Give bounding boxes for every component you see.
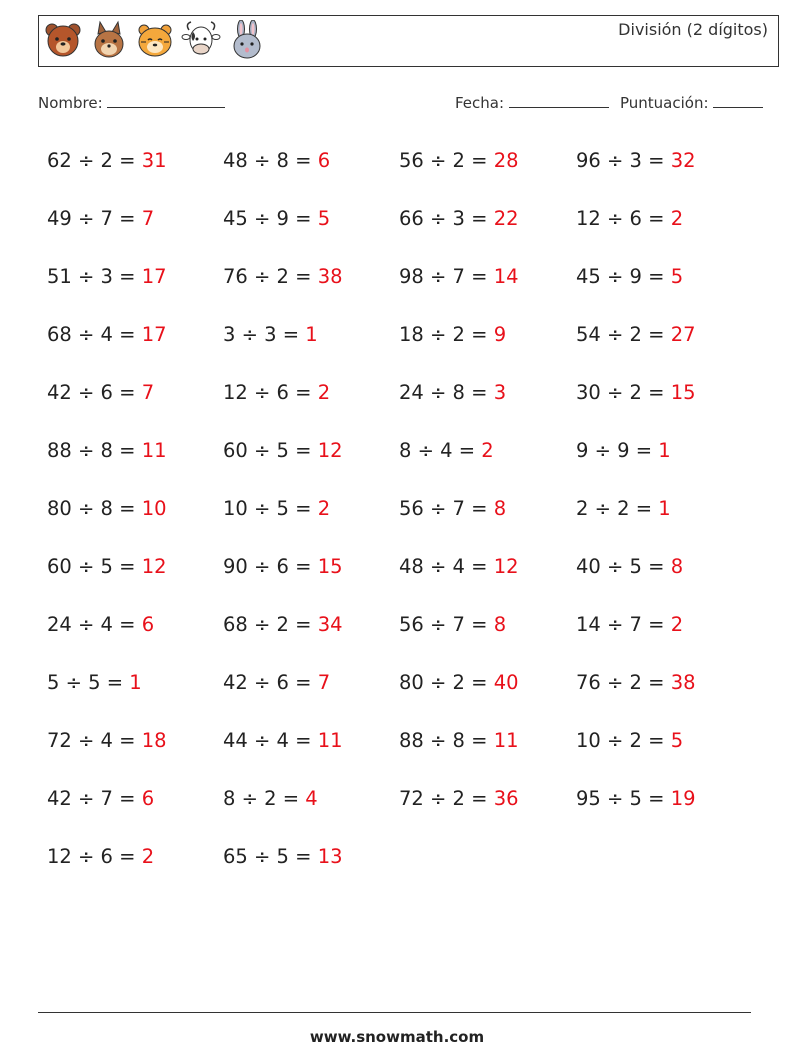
problem-item bbox=[399, 608, 576, 666]
problem-question: 8 ÷ 4 = bbox=[399, 439, 482, 462]
problem-question: 56 ÷ 7 = bbox=[399, 613, 494, 636]
problem-item bbox=[399, 492, 576, 550]
problem-item bbox=[223, 260, 399, 318]
problem-item bbox=[576, 260, 756, 318]
problem-item bbox=[47, 840, 223, 898]
problem-item bbox=[223, 840, 399, 898]
problem-question: 12 ÷ 6 = bbox=[223, 381, 318, 404]
tiger-face-icon bbox=[135, 20, 175, 60]
problem-answer: 6 bbox=[141, 787, 155, 810]
animal-icons bbox=[43, 20, 267, 60]
problem-item bbox=[47, 608, 223, 666]
problem-question: 72 ÷ 2 = bbox=[399, 787, 494, 810]
problem-answer: 1 bbox=[658, 439, 671, 462]
problem-question: 30 ÷ 2 = bbox=[576, 381, 671, 404]
problem-answer: 1 bbox=[305, 323, 318, 346]
problem-answer: 18 bbox=[141, 729, 167, 752]
problem-item bbox=[399, 782, 576, 840]
problem-question: 76 ÷ 2 = bbox=[576, 671, 671, 694]
problem-question: 8 ÷ 2 = bbox=[223, 787, 306, 810]
problem-item bbox=[223, 666, 399, 724]
problem-answer: 11 bbox=[317, 729, 343, 752]
problem-answer: 2 bbox=[670, 613, 684, 636]
problem-item bbox=[576, 434, 756, 492]
problem-question: 24 ÷ 4 = bbox=[47, 613, 142, 636]
problem-question: 98 ÷ 7 = bbox=[399, 265, 494, 288]
problem-answer: 17 bbox=[141, 265, 167, 288]
problem-question: 5 ÷ 5 = bbox=[47, 671, 130, 694]
problem-answer: 8 bbox=[670, 555, 684, 578]
problem-item bbox=[399, 376, 576, 434]
problem-item bbox=[223, 376, 399, 434]
problem-answer: 36 bbox=[493, 787, 519, 810]
problem-answer: 6 bbox=[317, 149, 331, 172]
footer-divider bbox=[38, 1012, 751, 1013]
problem-grid bbox=[47, 144, 757, 898]
cow-face-icon bbox=[181, 20, 221, 60]
problem-question: 44 ÷ 4 = bbox=[223, 729, 318, 752]
footer-url: www.snowmath.com bbox=[309, 1028, 485, 1046]
problem-question: 9 ÷ 9 = bbox=[576, 439, 659, 462]
date-blank[interactable] bbox=[509, 93, 609, 108]
rabbit-face-icon bbox=[227, 20, 267, 60]
problem-answer: 5 bbox=[670, 265, 684, 288]
problem-answer: 11 bbox=[141, 439, 167, 462]
problem-item bbox=[576, 202, 756, 260]
problem-answer: 4 bbox=[305, 787, 318, 810]
problem-question: 88 ÷ 8 = bbox=[47, 439, 142, 462]
problem-question: 60 ÷ 5 = bbox=[223, 439, 318, 462]
problem-question: 10 ÷ 2 = bbox=[576, 729, 671, 752]
problem-answer: 17 bbox=[141, 323, 167, 346]
problem-answer: 2 bbox=[317, 381, 331, 404]
problem-answer: 32 bbox=[670, 149, 696, 172]
problem-question: 95 ÷ 5 = bbox=[576, 787, 671, 810]
problem-question: 65 ÷ 5 = bbox=[223, 845, 318, 868]
problem-item bbox=[223, 434, 399, 492]
problem-answer: 1 bbox=[658, 497, 671, 520]
squirrel-face-icon bbox=[89, 20, 129, 60]
problem-answer: 40 bbox=[493, 671, 519, 694]
problem-item bbox=[399, 202, 576, 260]
problem-item bbox=[576, 492, 756, 550]
problem-item bbox=[47, 434, 223, 492]
problem-question: 12 ÷ 6 = bbox=[576, 207, 671, 230]
problem-answer: 12 bbox=[493, 555, 519, 578]
problem-answer: 10 bbox=[141, 497, 167, 520]
problem-answer: 1 bbox=[129, 671, 142, 694]
problem-question: 14 ÷ 7 = bbox=[576, 613, 671, 636]
score-blank[interactable] bbox=[713, 93, 763, 108]
problem-item bbox=[399, 724, 576, 782]
problem-question: 72 ÷ 4 = bbox=[47, 729, 142, 752]
problem-item bbox=[47, 260, 223, 318]
problem-item bbox=[47, 666, 223, 724]
problem-question: 66 ÷ 3 = bbox=[399, 207, 494, 230]
problem-item bbox=[223, 144, 399, 202]
problem-answer: 14 bbox=[493, 265, 519, 288]
problem-answer: 5 bbox=[317, 207, 331, 230]
problem-answer: 27 bbox=[670, 323, 696, 346]
problem-question: 56 ÷ 2 = bbox=[399, 149, 494, 172]
problem-question: 45 ÷ 9 = bbox=[576, 265, 671, 288]
score-label: Puntuación: bbox=[620, 94, 709, 112]
date-field[interactable] bbox=[455, 93, 609, 112]
problem-question: 60 ÷ 5 = bbox=[47, 555, 142, 578]
problem-item bbox=[576, 318, 756, 376]
problem-item bbox=[47, 376, 223, 434]
problem-question: 80 ÷ 8 = bbox=[47, 497, 142, 520]
problem-item bbox=[47, 318, 223, 376]
problem-question: 18 ÷ 2 = bbox=[399, 323, 494, 346]
problem-question: 48 ÷ 8 = bbox=[223, 149, 318, 172]
problem-question: 10 ÷ 5 = bbox=[223, 497, 318, 520]
problem-answer: 2 bbox=[317, 497, 331, 520]
problem-question: 42 ÷ 7 = bbox=[47, 787, 142, 810]
problem-question: 49 ÷ 7 = bbox=[47, 207, 142, 230]
problem-question: 54 ÷ 2 = bbox=[576, 323, 671, 346]
problem-item bbox=[399, 260, 576, 318]
problem-item bbox=[47, 492, 223, 550]
problem-item bbox=[223, 782, 399, 840]
problem-answer: 2 bbox=[670, 207, 684, 230]
problem-item bbox=[576, 724, 756, 782]
problem-question: 76 ÷ 2 = bbox=[223, 265, 318, 288]
problem-question: 48 ÷ 4 = bbox=[399, 555, 494, 578]
name-blank[interactable] bbox=[107, 93, 225, 108]
problem-item bbox=[223, 608, 399, 666]
problem-item bbox=[399, 144, 576, 202]
problem-item bbox=[399, 550, 576, 608]
problem-item bbox=[576, 608, 756, 666]
problem-question: 24 ÷ 8 = bbox=[399, 381, 494, 404]
problem-answer: 6 bbox=[141, 613, 155, 636]
problem-question: 62 ÷ 2 = bbox=[47, 149, 142, 172]
score-field[interactable] bbox=[620, 93, 763, 112]
problem-answer: 38 bbox=[670, 671, 696, 694]
problem-question: 51 ÷ 3 = bbox=[47, 265, 142, 288]
problem-question: 40 ÷ 5 = bbox=[576, 555, 671, 578]
problem-answer: 19 bbox=[670, 787, 696, 810]
problem-question: 56 ÷ 7 = bbox=[399, 497, 494, 520]
date-label: Fecha: bbox=[455, 94, 505, 112]
problem-item bbox=[47, 202, 223, 260]
problem-question: 90 ÷ 6 = bbox=[223, 555, 318, 578]
problem-answer: 7 bbox=[141, 381, 155, 404]
problem-item bbox=[399, 318, 576, 376]
problem-answer: 7 bbox=[317, 671, 331, 694]
problem-item bbox=[576, 144, 756, 202]
problem-answer: 2 bbox=[481, 439, 494, 462]
problem-item bbox=[47, 724, 223, 782]
problem-answer: 11 bbox=[493, 729, 519, 752]
problem-item bbox=[576, 666, 756, 724]
worksheet-title: División (2 dígitos) bbox=[618, 20, 768, 39]
problem-answer: 9 bbox=[493, 323, 507, 346]
problem-question: 2 ÷ 2 = bbox=[576, 497, 659, 520]
problem-question: 68 ÷ 4 = bbox=[47, 323, 142, 346]
problem-item bbox=[47, 550, 223, 608]
problem-question: 68 ÷ 2 = bbox=[223, 613, 318, 636]
problem-answer: 34 bbox=[317, 613, 343, 636]
problem-question: 80 ÷ 2 = bbox=[399, 671, 494, 694]
problem-answer: 31 bbox=[141, 149, 167, 172]
problem-answer: 22 bbox=[493, 207, 519, 230]
problem-answer: 3 bbox=[493, 381, 507, 404]
problem-question: 3 ÷ 3 = bbox=[223, 323, 306, 346]
problem-answer: 7 bbox=[141, 207, 155, 230]
problem-item bbox=[47, 782, 223, 840]
problem-answer: 13 bbox=[317, 845, 343, 868]
problem-answer: 12 bbox=[141, 555, 167, 578]
problem-item bbox=[576, 782, 756, 840]
problem-item bbox=[223, 550, 399, 608]
problem-question: 42 ÷ 6 = bbox=[47, 381, 142, 404]
problem-answer: 5 bbox=[670, 729, 684, 752]
problem-item bbox=[223, 492, 399, 550]
bear-face-icon bbox=[43, 20, 83, 60]
name-label: Nombre: bbox=[38, 94, 103, 112]
name-field[interactable] bbox=[38, 93, 225, 112]
problem-answer: 2 bbox=[141, 845, 155, 868]
problem-question: 96 ÷ 3 = bbox=[576, 149, 671, 172]
problem-item bbox=[399, 666, 576, 724]
problem-item bbox=[223, 724, 399, 782]
problem-answer: 38 bbox=[317, 265, 343, 288]
problem-item bbox=[399, 434, 576, 492]
problem-answer: 28 bbox=[493, 149, 519, 172]
problem-item bbox=[223, 202, 399, 260]
problem-question: 12 ÷ 6 = bbox=[47, 845, 142, 868]
problem-item bbox=[223, 318, 399, 376]
problem-answer: 12 bbox=[317, 439, 343, 462]
problem-answer: 8 bbox=[493, 613, 507, 636]
problem-item bbox=[47, 144, 223, 202]
problem-answer: 8 bbox=[493, 497, 507, 520]
problem-item bbox=[576, 376, 756, 434]
problem-question: 42 ÷ 6 = bbox=[223, 671, 318, 694]
worksheet-header bbox=[38, 15, 779, 67]
problem-answer: 15 bbox=[317, 555, 343, 578]
problem-answer: 15 bbox=[670, 381, 696, 404]
problem-question: 88 ÷ 8 = bbox=[399, 729, 494, 752]
problem-item bbox=[576, 550, 756, 608]
problem-question: 45 ÷ 9 = bbox=[223, 207, 318, 230]
